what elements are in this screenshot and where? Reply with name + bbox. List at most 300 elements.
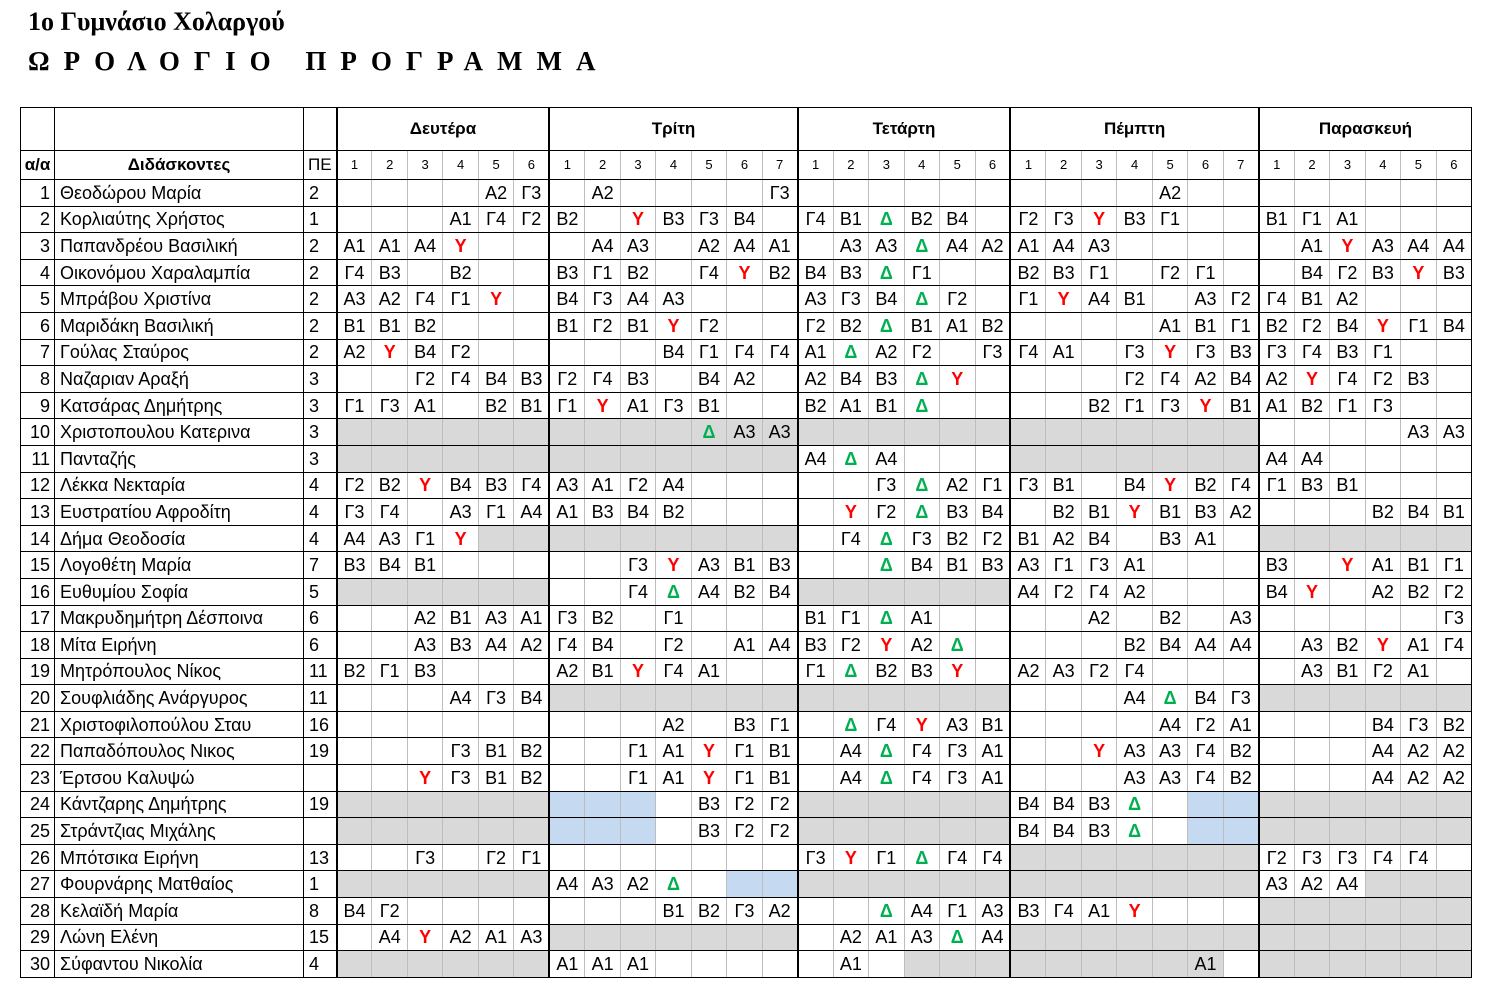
schedule-cell: Β2: [1081, 392, 1116, 419]
schedule-cell: Β4: [1365, 711, 1400, 738]
schedule-cell: Α2: [1294, 871, 1329, 898]
schedule-cell: [620, 339, 655, 366]
schedule-cell: [940, 445, 975, 472]
schedule-cell: [691, 472, 726, 499]
schedule-cell: [372, 206, 407, 233]
schedule-cell: Γ4: [1188, 765, 1223, 792]
teacher-name: Χριστοπουλου Κατερινα: [55, 419, 304, 446]
schedule-cell: [514, 419, 550, 446]
schedule-cell: [1046, 871, 1081, 898]
period-number: 3: [1081, 151, 1116, 180]
schedule-cell: Α3: [407, 632, 442, 659]
schedule-cell: [1152, 924, 1187, 951]
schedule-cell: [1401, 445, 1436, 472]
schedule-cell: Γ1: [1081, 259, 1116, 286]
schedule-cell: [1152, 419, 1187, 446]
schedule-cell: [1188, 791, 1223, 818]
schedule-cell: [762, 658, 797, 685]
schedule-cell: [1365, 898, 1400, 925]
teacher-row: [21, 658, 1472, 685]
schedule-cell: Α1: [975, 765, 1010, 792]
schedule-cell: [1010, 499, 1045, 526]
schedule-cell: [1152, 658, 1187, 685]
schedule-cell: Β2: [549, 206, 584, 233]
schedule-cell: [1223, 658, 1258, 685]
pe-value: 6: [304, 605, 337, 632]
schedule-cell: Υ: [833, 844, 868, 871]
schedule-cell: [940, 818, 975, 845]
teacher-name: Φουρνάρης Ματθαίος: [55, 871, 304, 898]
schedule-cell: Γ4: [478, 206, 513, 233]
schedule-cell: Γ3: [620, 552, 655, 579]
schedule-cell: Α4: [833, 738, 868, 765]
schedule-cell: Β2: [1152, 605, 1187, 632]
pe-value: 2: [304, 286, 337, 313]
schedule-cell: [1259, 738, 1294, 765]
schedule-cell: Α3: [833, 233, 868, 260]
schedule-cell: Α2: [478, 180, 513, 207]
row-number: 7: [21, 339, 55, 366]
schedule-cell: Β1: [1330, 472, 1365, 499]
schedule-cell: [478, 658, 513, 685]
schedule-cell: [620, 898, 655, 925]
schedule-cell: [478, 578, 513, 605]
schedule-cell: [478, 791, 513, 818]
schedule-cell: Β2: [975, 312, 1010, 339]
schedule-cell: Γ3: [1259, 339, 1294, 366]
schedule-cell: Β4: [407, 339, 442, 366]
schedule-cell: Γ1: [656, 605, 691, 632]
schedule-cell: Γ1: [798, 658, 833, 685]
schedule-cell: [833, 871, 868, 898]
teachers-header-blank: [55, 108, 304, 151]
schedule-cell: [1259, 791, 1294, 818]
schedule-cell: [869, 951, 904, 978]
schedule-cell: [1259, 898, 1294, 925]
schedule-cell: Υ: [1046, 286, 1081, 313]
schedule-cell: Δ: [904, 499, 939, 526]
schedule-cell: Α3: [1188, 286, 1223, 313]
schedule-cell: Β3: [869, 366, 904, 393]
schedule-cell: [1046, 632, 1081, 659]
schedule-cell: Γ4: [975, 844, 1010, 871]
schedule-cell: Α3: [869, 233, 904, 260]
schedule-cell: Β4: [940, 206, 975, 233]
schedule-cell: Υ: [1117, 499, 1152, 526]
schedule-cell: [478, 552, 513, 579]
schedule-cell: Α3: [1294, 658, 1329, 685]
schedule-cell: Α2: [727, 366, 762, 393]
schedule-cell: [975, 286, 1010, 313]
schedule-cell: Γ2: [727, 818, 762, 845]
schedule-cell: Α1: [620, 951, 655, 978]
schedule-cell: [337, 871, 372, 898]
schedule-cell: Γ2: [585, 312, 620, 339]
schedule-cell: Γ4: [904, 765, 939, 792]
period-number: 5: [940, 151, 975, 180]
teacher-row: [21, 578, 1472, 605]
schedule-cell: Γ3: [585, 286, 620, 313]
schedule-cell: [585, 685, 620, 712]
schedule-cell: [656, 180, 691, 207]
schedule-cell: [940, 339, 975, 366]
schedule-cell: Α1: [549, 951, 584, 978]
schedule-cell: [1401, 339, 1436, 366]
schedule-cell: Υ: [656, 312, 691, 339]
schedule-cell: [1365, 445, 1400, 472]
schedule-cell: Γ1: [904, 259, 939, 286]
schedule-cell: [656, 445, 691, 472]
schedule-cell: [940, 685, 975, 712]
schedule-cell: [762, 312, 797, 339]
period-number: 7: [762, 151, 797, 180]
schedule-cell: [1152, 445, 1187, 472]
schedule-cell: Β3: [1152, 525, 1187, 552]
schedule-cell: Υ: [940, 658, 975, 685]
teacher-name: Μίτα Ειρήνη: [55, 632, 304, 659]
schedule-cell: [833, 180, 868, 207]
schedule-cell: [1294, 898, 1329, 925]
schedule-cell: Β4: [337, 898, 372, 925]
schedule-cell: [1259, 658, 1294, 685]
schedule-cell: [1223, 206, 1258, 233]
schedule-cell: Γ2: [1223, 286, 1258, 313]
schedule-cell: [372, 711, 407, 738]
period-number: 6: [1436, 151, 1472, 180]
teacher-row: [21, 419, 1472, 446]
schedule-cell: Α1: [407, 392, 442, 419]
schedule-cell: Υ: [1330, 552, 1365, 579]
schedule-cell: Β2: [656, 499, 691, 526]
schedule-cell: Α2: [585, 180, 620, 207]
schedule-cell: Δ: [869, 312, 904, 339]
schedule-cell: Α4: [514, 499, 550, 526]
schedule-cell: [656, 259, 691, 286]
schedule-cell: [549, 445, 584, 472]
schedule-cell: [904, 419, 939, 446]
period-number: 5: [478, 151, 513, 180]
schedule-cell: [1223, 818, 1258, 845]
teacher-name: Μακρυδημήτρη Δέσποινα: [55, 605, 304, 632]
schedule-cell: Β1: [443, 605, 478, 632]
schedule-cell: [1223, 951, 1258, 978]
schedule-cell: [1223, 180, 1258, 207]
pe-value: 19: [304, 791, 337, 818]
schedule-cell: Β1: [1117, 286, 1152, 313]
row-number: 20: [21, 685, 55, 712]
schedule-cell: [620, 924, 655, 951]
schedule-cell: [1152, 844, 1187, 871]
schedule-cell: Β1: [1010, 525, 1045, 552]
schedule-cell: [869, 871, 904, 898]
row-number: 28: [21, 898, 55, 925]
teacher-row: [21, 339, 1472, 366]
schedule-cell: Α3: [1081, 233, 1116, 260]
schedule-cell: [798, 499, 833, 526]
schedule-cell: Γ2: [833, 632, 868, 659]
schedule-cell: Γ3: [1365, 392, 1400, 419]
teacher-row: [21, 871, 1472, 898]
schedule-cell: Α4: [1365, 765, 1400, 792]
schedule-cell: [1330, 578, 1365, 605]
schedule-cell: [1294, 738, 1329, 765]
schedule-cell: Γ1: [975, 472, 1010, 499]
schedule-cell: Α1: [869, 924, 904, 951]
schedule-cell: Β3: [585, 499, 620, 526]
schedule-cell: Γ2: [940, 286, 975, 313]
timetable: [20, 107, 1472, 978]
schedule-cell: Α2: [407, 605, 442, 632]
schedule-cell: [762, 366, 797, 393]
row-number: 15: [21, 552, 55, 579]
schedule-cell: [1259, 818, 1294, 845]
schedule-cell: Α4: [407, 233, 442, 260]
schedule-cell: [691, 180, 726, 207]
schedule-cell: Α2: [1152, 180, 1187, 207]
schedule-cell: [1117, 180, 1152, 207]
teacher-name: Ευθυμίου Σοφία: [55, 578, 304, 605]
schedule-cell: Β4: [1117, 472, 1152, 499]
period-number: 4: [904, 151, 939, 180]
schedule-cell: [1330, 525, 1365, 552]
schedule-cell: Γ3: [1294, 844, 1329, 871]
schedule-cell: Γ1: [727, 738, 762, 765]
schedule-cell: Γ2: [869, 499, 904, 526]
period-number: 1: [1010, 151, 1045, 180]
schedule-cell: [833, 898, 868, 925]
schedule-cell: [1330, 738, 1365, 765]
schedule-cell: [940, 871, 975, 898]
schedule-cell: Γ4: [585, 366, 620, 393]
schedule-cell: Α1: [1330, 206, 1365, 233]
schedule-cell: Γ4: [762, 339, 797, 366]
schedule-cell: [620, 844, 655, 871]
schedule-cell: [1259, 685, 1294, 712]
schedule-cell: Γ3: [443, 765, 478, 792]
period-number: 1: [549, 151, 584, 180]
schedule-cell: [549, 738, 584, 765]
schedule-cell: [1010, 765, 1045, 792]
schedule-cell: Γ2: [727, 791, 762, 818]
schedule-cell: [1259, 951, 1294, 978]
schedule-cell: Β3: [1436, 259, 1472, 286]
schedule-cell: Β3: [1081, 791, 1116, 818]
schedule-cell: Α2: [656, 711, 691, 738]
schedule-cell: [585, 578, 620, 605]
row-number: 23: [21, 765, 55, 792]
schedule-cell: [372, 818, 407, 845]
schedule-cell: Γ4: [514, 472, 550, 499]
schedule-cell: [833, 791, 868, 818]
schedule-cell: [1330, 924, 1365, 951]
schedule-cell: Γ1: [1294, 206, 1329, 233]
schedule-cell: [798, 685, 833, 712]
schedule-cell: [869, 685, 904, 712]
schedule-cell: Γ3: [1401, 711, 1436, 738]
schedule-cell: [1117, 844, 1152, 871]
schedule-cell: [620, 525, 655, 552]
schedule-cell: Γ2: [372, 898, 407, 925]
schedule-cell: Β4: [798, 259, 833, 286]
schedule-cell: [975, 366, 1010, 393]
schedule-cell: Β3: [372, 259, 407, 286]
schedule-cell: Β1: [833, 206, 868, 233]
schedule-cell: Γ2: [1081, 658, 1116, 685]
schedule-cell: Δ: [833, 339, 868, 366]
schedule-cell: Α1: [1294, 233, 1329, 260]
schedule-cell: [1188, 180, 1223, 207]
schedule-cell: Α2: [443, 924, 478, 951]
schedule-cell: [1259, 525, 1294, 552]
schedule-cell: Δ: [904, 233, 939, 260]
schedule-cell: [798, 233, 833, 260]
schedule-cell: Β3: [1259, 552, 1294, 579]
schedule-cell: [798, 738, 833, 765]
teacher-name: Πανταζής: [55, 445, 304, 472]
schedule-cell: Β1: [1401, 552, 1436, 579]
schedule-cell: Γ4: [833, 525, 868, 552]
schedule-cell: [1401, 525, 1436, 552]
schedule-cell: [585, 924, 620, 951]
teacher-name: Σύφαντου Νικολία: [55, 951, 304, 978]
schedule-cell: Β2: [1330, 632, 1365, 659]
schedule-cell: Β4: [1152, 632, 1187, 659]
schedule-cell: Β2: [904, 206, 939, 233]
schedule-cell: [727, 951, 762, 978]
schedule-cell: [762, 472, 797, 499]
schedule-cell: [585, 738, 620, 765]
schedule-cell: [1436, 658, 1472, 685]
schedule-cell: Γ1: [1010, 286, 1045, 313]
schedule-cell: [727, 312, 762, 339]
schedule-cell: [1223, 791, 1258, 818]
schedule-cell: Γ4: [904, 738, 939, 765]
schedule-cell: Β3: [1188, 499, 1223, 526]
schedule-cell: Β2: [833, 312, 868, 339]
schedule-cell: Β4: [549, 286, 584, 313]
schedule-cell: Β2: [620, 259, 655, 286]
schedule-cell: Α2: [904, 632, 939, 659]
schedule-cell: Γ3: [940, 738, 975, 765]
schedule-cell: [443, 791, 478, 818]
schedule-cell: Υ: [869, 632, 904, 659]
schedule-cell: Υ: [1401, 259, 1436, 286]
schedule-cell: [1152, 951, 1187, 978]
schedule-cell: Δ: [940, 632, 975, 659]
schedule-cell: [1436, 445, 1472, 472]
schedule-cell: Α2: [337, 339, 372, 366]
schedule-cell: [549, 844, 584, 871]
schedule-cell: Β1: [869, 392, 904, 419]
schedule-cell: Β4: [443, 472, 478, 499]
schedule-cell: [337, 765, 372, 792]
schedule-cell: [407, 871, 442, 898]
schedule-cell: [1330, 685, 1365, 712]
schedule-cell: [1259, 233, 1294, 260]
schedule-cell: [727, 844, 762, 871]
schedule-cell: [1294, 765, 1329, 792]
schedule-cell: Α2: [1117, 578, 1152, 605]
schedule-cell: Β3: [1223, 339, 1258, 366]
schedule-cell: [620, 445, 655, 472]
schedule-cell: [1010, 180, 1045, 207]
row-number: 13: [21, 499, 55, 526]
schedule-cell: [337, 685, 372, 712]
schedule-cell: Β2: [1436, 711, 1472, 738]
schedule-cell: Α1: [904, 605, 939, 632]
schedule-cell: [1294, 685, 1329, 712]
schedule-cell: [514, 445, 550, 472]
schedule-cell: [1436, 180, 1472, 207]
row-number: 10: [21, 419, 55, 446]
pe-value: 16: [304, 711, 337, 738]
schedule-cell: [1046, 924, 1081, 951]
schedule-cell: Β1: [1436, 499, 1472, 526]
schedule-cell: [1436, 525, 1472, 552]
schedule-cell: [1330, 818, 1365, 845]
aa-header-blank: [21, 108, 55, 151]
schedule-cell: [1046, 312, 1081, 339]
schedule-cell: Γ1: [1152, 206, 1187, 233]
teacher-row: [21, 499, 1472, 526]
schedule-cell: [1294, 525, 1329, 552]
schedule-cell: [798, 898, 833, 925]
schedule-cell: [443, 180, 478, 207]
schedule-cell: Γ3: [1436, 605, 1472, 632]
teacher-row: [21, 552, 1472, 579]
schedule-cell: [656, 951, 691, 978]
schedule-cell: Γ1: [1365, 339, 1400, 366]
schedule-cell: Β3: [407, 658, 442, 685]
teacher-row: [21, 738, 1472, 765]
teacher-name: Παπαδόπουλος Νικος: [55, 738, 304, 765]
pe-value: 5: [304, 578, 337, 605]
schedule-cell: Β2: [1223, 738, 1258, 765]
schedule-cell: [727, 924, 762, 951]
schedule-cell: [1294, 711, 1329, 738]
teacher-row: [21, 632, 1472, 659]
schedule-cell: Α4: [1152, 711, 1187, 738]
schedule-cell: Α4: [372, 924, 407, 951]
schedule-cell: Β2: [1223, 765, 1258, 792]
schedule-cell: [1436, 206, 1472, 233]
schedule-cell: [1365, 871, 1400, 898]
schedule-cell: Γ3: [904, 525, 939, 552]
schedule-cell: [478, 818, 513, 845]
period-number: 3: [869, 151, 904, 180]
schedule-cell: Α4: [620, 286, 655, 313]
schedule-cell: [620, 632, 655, 659]
schedule-cell: Γ4: [1330, 366, 1365, 393]
schedule-cell: Β2: [443, 259, 478, 286]
day-header: Τετάρτη: [798, 108, 1011, 151]
schedule-cell: [975, 605, 1010, 632]
schedule-cell: Δ: [869, 605, 904, 632]
schedule-cell: Υ: [1365, 632, 1400, 659]
schedule-cell: Υ: [1188, 392, 1223, 419]
schedule-cell: Δ: [904, 392, 939, 419]
schedule-cell: [337, 366, 372, 393]
schedule-cell: Β3: [904, 658, 939, 685]
schedule-cell: Δ: [869, 525, 904, 552]
row-number: 22: [21, 738, 55, 765]
period-number: 7: [1223, 151, 1258, 180]
schedule-cell: [478, 445, 513, 472]
schedule-cell: [1223, 578, 1258, 605]
schedule-cell: Β3: [940, 499, 975, 526]
schedule-cell: Β3: [691, 818, 726, 845]
schedule-cell: [514, 578, 550, 605]
